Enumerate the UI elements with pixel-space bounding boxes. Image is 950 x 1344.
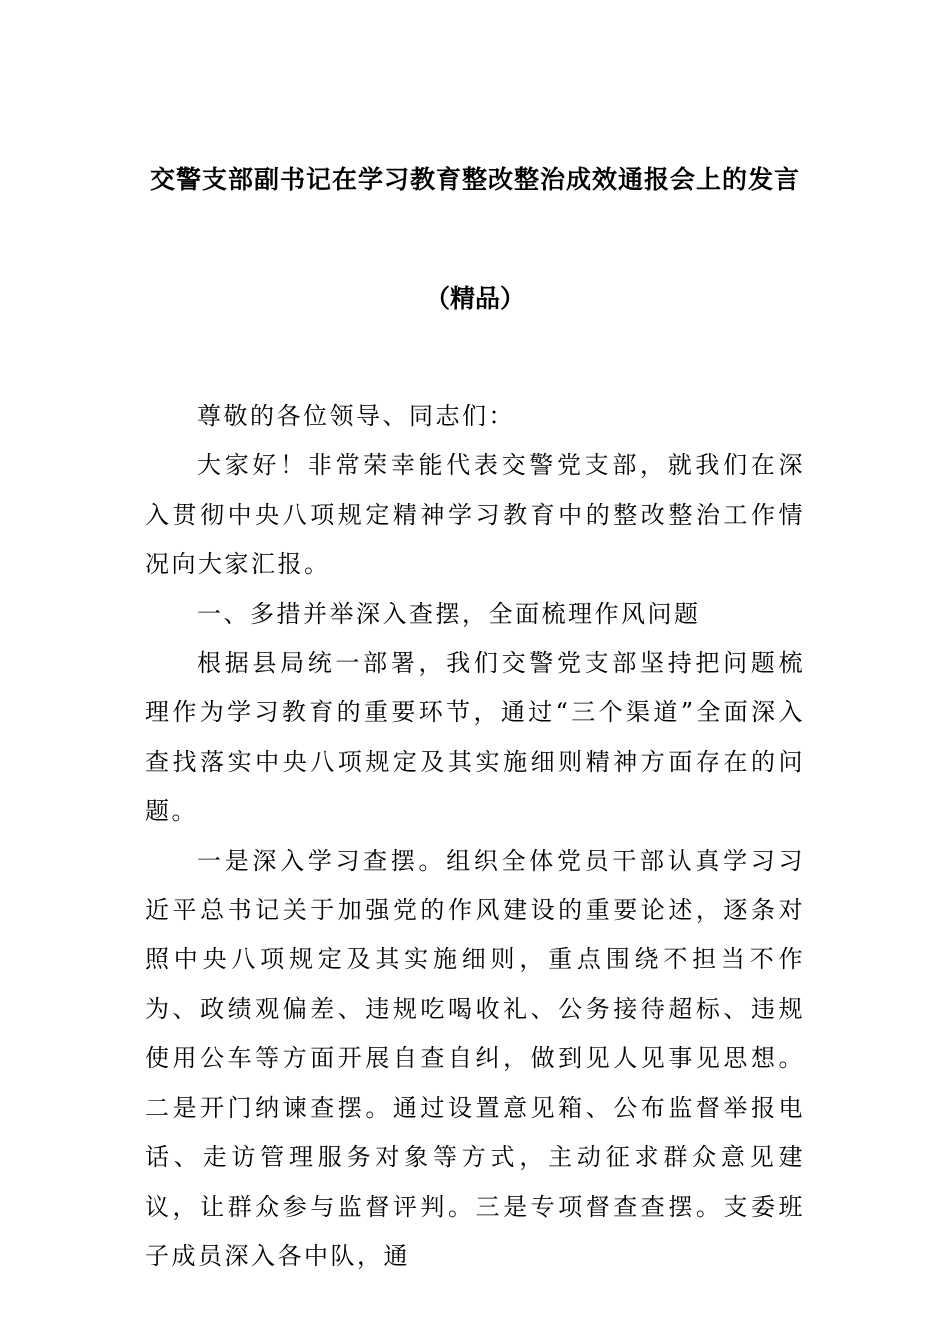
document-title: 交警支部副书记在学习教育整改整治成效通报会上的发言: [149, 165, 800, 194]
salutation-paragraph: 尊敬的各位领导、同志们：: [197, 402, 515, 430]
document-subtitle: （精品）: [424, 284, 525, 313]
body-paragraph: 根据县局统一部署，我们交警党支部坚持把问题梳理作为学习教育的重要环节，通过“三个渠道”全面深入查找落实中央八项规定及其实施细则精神方面存在的问题。: [145, 649, 805, 826]
document-body: [145, 392, 805, 1281]
section-heading: 一、多措并举深入查摆，全面梳理作风问题: [197, 599, 701, 628]
opening-paragraph: 大家好！非常荣幸能代表交警党支部，就我们在深入贯彻中央八项规定精神学习教育中的整改整治工作情况向大家汇报。: [145, 451, 805, 579]
body-paragraph: 一是深入学习查摆。组织全体党员干部认真学习习近平总书记关于加强党的作风建设的重要论述，逐条对照中央八项规定及其实施细则，重点围绕不担当不作为、政绩观偏差、违规吃喝收礼、公务接待超标、违规使用公车等方面开展自查自纠，做到见人见事见思想。二是开门纳谏查摆。通过设置意见箱、公布监督举报电话、走访管理服务对象等方式，主动征求群众意见建议，让群众参与监督评判。三是专项督查查摆。支委班子成员深入各中队，通: [145, 846, 805, 1270]
